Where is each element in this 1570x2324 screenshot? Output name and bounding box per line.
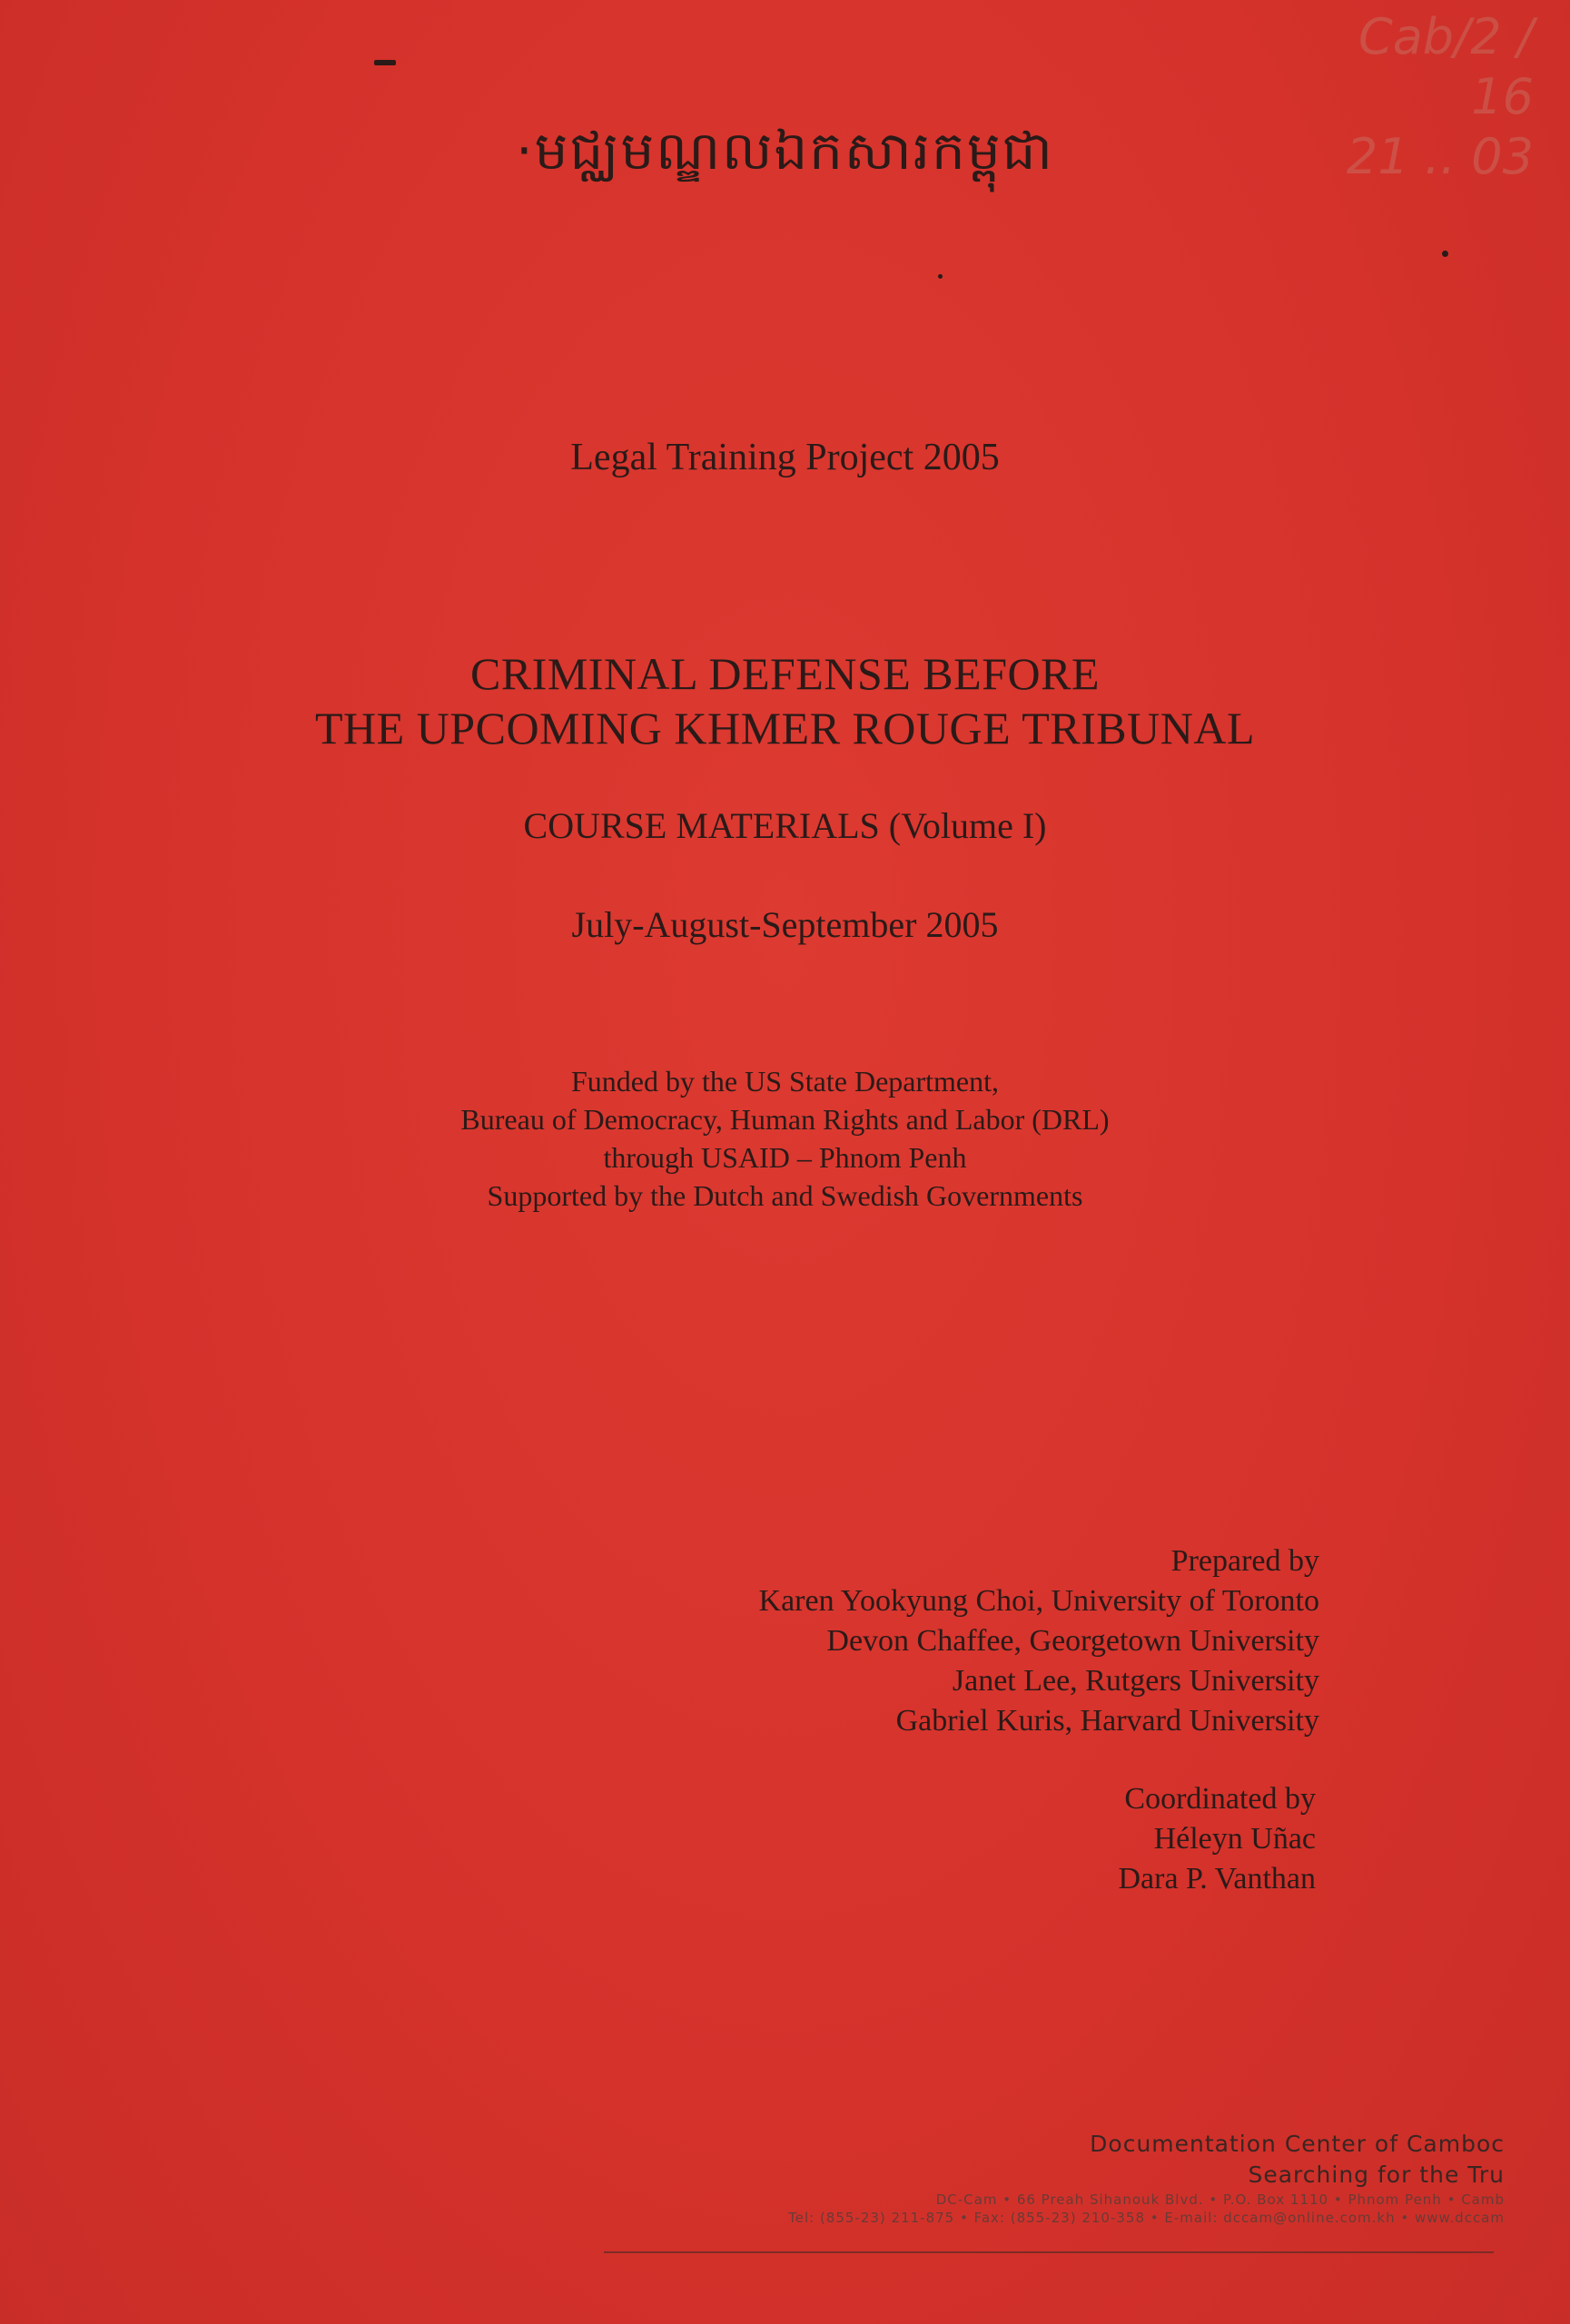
- prepared-by-block: [759, 1541, 1319, 1741]
- author-entry: Gabriel Kuris, Harvard University: [895, 1704, 1319, 1738]
- author-entry: Karen Yookyung Choi, University of Toronto: [758, 1584, 1319, 1618]
- document-title-line: CRIMINAL DEFENSE BEFORE: [469, 648, 1101, 699]
- print-speck: [938, 274, 943, 279]
- archive-note-line: 21 .. 03: [1346, 128, 1534, 185]
- author-entry: Devon Chaffee, Georgetown University: [826, 1624, 1319, 1658]
- prepared-by-heading: Prepared by: [1170, 1544, 1319, 1578]
- coordinated-by-heading: Coordinated by: [1124, 1782, 1316, 1816]
- funding-line: Supported by the Dutch and Swedish Governments: [487, 1179, 1083, 1212]
- coordinator-entry: Héleyn Uñac: [1153, 1822, 1316, 1856]
- publisher-footer: [506, 2129, 1505, 2256]
- funding-line: through USAID – Phnom Penh: [603, 1141, 967, 1174]
- publisher-contact: Tel: (855-23) 211-875 • Fax: (855-23) 210-358 • E-mail: dccam@online.com.kh • www.dccam: [788, 2210, 1505, 2226]
- publisher-tagline: Searching for the Tru: [1248, 2162, 1505, 2188]
- document-title-line: THE UPCOMING KHMER ROUGE TRIBUNAL: [314, 703, 1256, 753]
- document-title: [0, 646, 1570, 755]
- project-name: Legal Training Project 2005: [570, 437, 1000, 478]
- publisher-name: Documentation Center of Camboc: [1090, 2131, 1505, 2157]
- author-entry: Janet Lee, Rutgers University: [952, 1664, 1319, 1698]
- funding-statement: [0, 1062, 1570, 1215]
- course-dates: July-August-September 2005: [571, 904, 999, 945]
- coordinator-entry: Dara P. Vanthan: [1118, 1862, 1316, 1896]
- archive-note-line: Cab/2 / 16: [1358, 8, 1534, 125]
- funding-line: Bureau of Democracy, Human Rights and Labor (DRL): [460, 1103, 1110, 1136]
- funding-line: Funded by the US State Department,: [570, 1065, 1000, 1098]
- coordinated-by-block: [1119, 1779, 1317, 1899]
- khmer-organization-name: ·មជ្ឈមណ្ឌលឯកសារកម្ពុជា: [516, 120, 1054, 182]
- print-speck: [1442, 251, 1448, 257]
- publisher-address: DC-Cam • 66 Preah Sihanouk Blvd. • P.O. Box 1110 • Phnom Penh • Camb: [935, 2191, 1505, 2208]
- print-speck: [374, 60, 396, 65]
- footer-divider: [604, 2251, 1494, 2253]
- document-subtitle: COURSE MATERIALS (Volume I): [523, 805, 1047, 846]
